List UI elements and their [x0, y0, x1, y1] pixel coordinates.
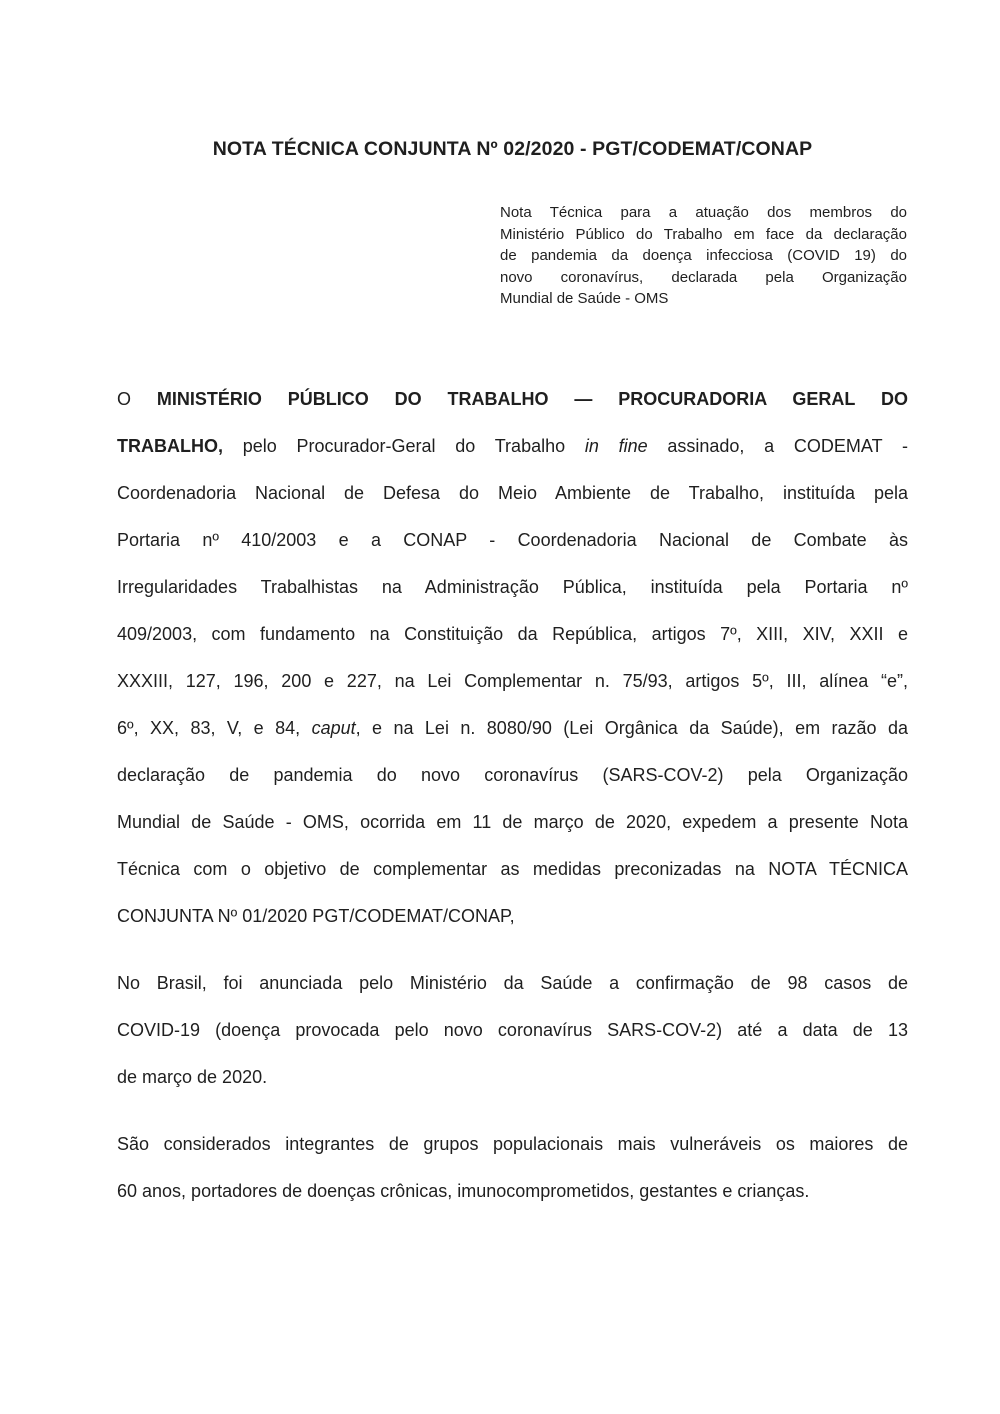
- body-line: Irregularidades Trabalhistas na Administração Pública, instituída pela Portaria nº: [117, 577, 908, 597]
- body-line: 409/2003, com fundamento na Constituição da República, artigos 7º, XIII, XIV, XXII e: [117, 624, 908, 644]
- epigraph-line: novo coronavírus, declarada pela Organização: [500, 268, 907, 286]
- epigraph-line: Nota Técnica para a atuação dos membros do: [500, 204, 907, 221]
- epigraph-line: Mundial de Saúde - OMS: [500, 290, 669, 307]
- bold-segment: TRABALHO,: [117, 436, 223, 456]
- body-line: Portaria nº 410/2003 e a CONAP - Coordenadoria Nacional de Combate às: [117, 530, 908, 550]
- body-line: CONJUNTA Nº 01/2020 PGT/CODEMAT/CONAP,: [117, 906, 515, 926]
- epigraph-line: Ministério Público do Trabalho em face da declaração: [500, 225, 907, 243]
- document-body: [117, 376, 908, 1235]
- body-line: Coordenadoria Nacional de Defesa do Meio Ambiente de Trabalho, instituída pela: [117, 483, 908, 503]
- text-segment: , e na Lei n. 8080/90 (Lei Orgânica da Saúde), em razão da: [355, 718, 909, 738]
- epigraph: [500, 202, 907, 310]
- bold-segment: MINISTÉRIO PÚBLICO DO TRABALHO — PROCURADORIA GERAL DO: [156, 389, 908, 409]
- body-line: [117, 376, 908, 423]
- body-line: [117, 423, 908, 470]
- text-segment: 6º, XX, 83, V, e 84,: [117, 718, 312, 738]
- paragraph-1: [117, 376, 908, 940]
- body-line: de março de 2020.: [117, 1067, 268, 1087]
- body-line: No Brasil, foi anunciada pelo Ministério da Saúde a confirmação de 98 casos de: [117, 973, 908, 993]
- body-line: 60 anos, portadores de doenças crônicas, imunocomprometidos, gestantes e crianças.: [117, 1181, 810, 1201]
- text-segment: O: [117, 389, 157, 409]
- text-segment: assinado, a CODEMAT -: [647, 436, 908, 456]
- body-line: COVID-19 (doença provocada pelo novo coronavírus SARS-COV-2) até a data de 13: [117, 1020, 908, 1040]
- body-line: Mundial de Saúde - OMS, ocorrida em 11 de março de 2020, expedem a presente Nota: [117, 812, 908, 832]
- body-line: [117, 705, 908, 752]
- document-title: NOTA TÉCNICA CONJUNTA Nº 02/2020 - PGT/CODEMAT/CONAP: [212, 138, 813, 160]
- body-line: Técnica com o objetivo de complementar as medidas preconizadas na NOTA TÉCNICA: [117, 859, 908, 879]
- paragraph-2: [117, 960, 908, 1101]
- body-line: XXXIII, 127, 196, 200 e 227, na Lei Complementar n. 75/93, artigos 5º, III, alínea “e”,: [117, 671, 908, 691]
- italic-segment: in fine: [584, 436, 648, 456]
- body-line: declaração de pandemia do novo coronavírus (SARS-COV-2) pela Organização: [117, 765, 908, 785]
- epigraph-line: de pandemia da doença infecciosa (COVID 19) do: [500, 247, 907, 264]
- paragraph-3: [117, 1121, 908, 1215]
- body-line: São considerados integrantes de grupos populacionais mais vulneráveis os maiores de: [117, 1134, 908, 1154]
- italic-segment: caput: [311, 718, 356, 738]
- text-segment: pelo Procurador-Geral do Trabalho: [223, 436, 585, 456]
